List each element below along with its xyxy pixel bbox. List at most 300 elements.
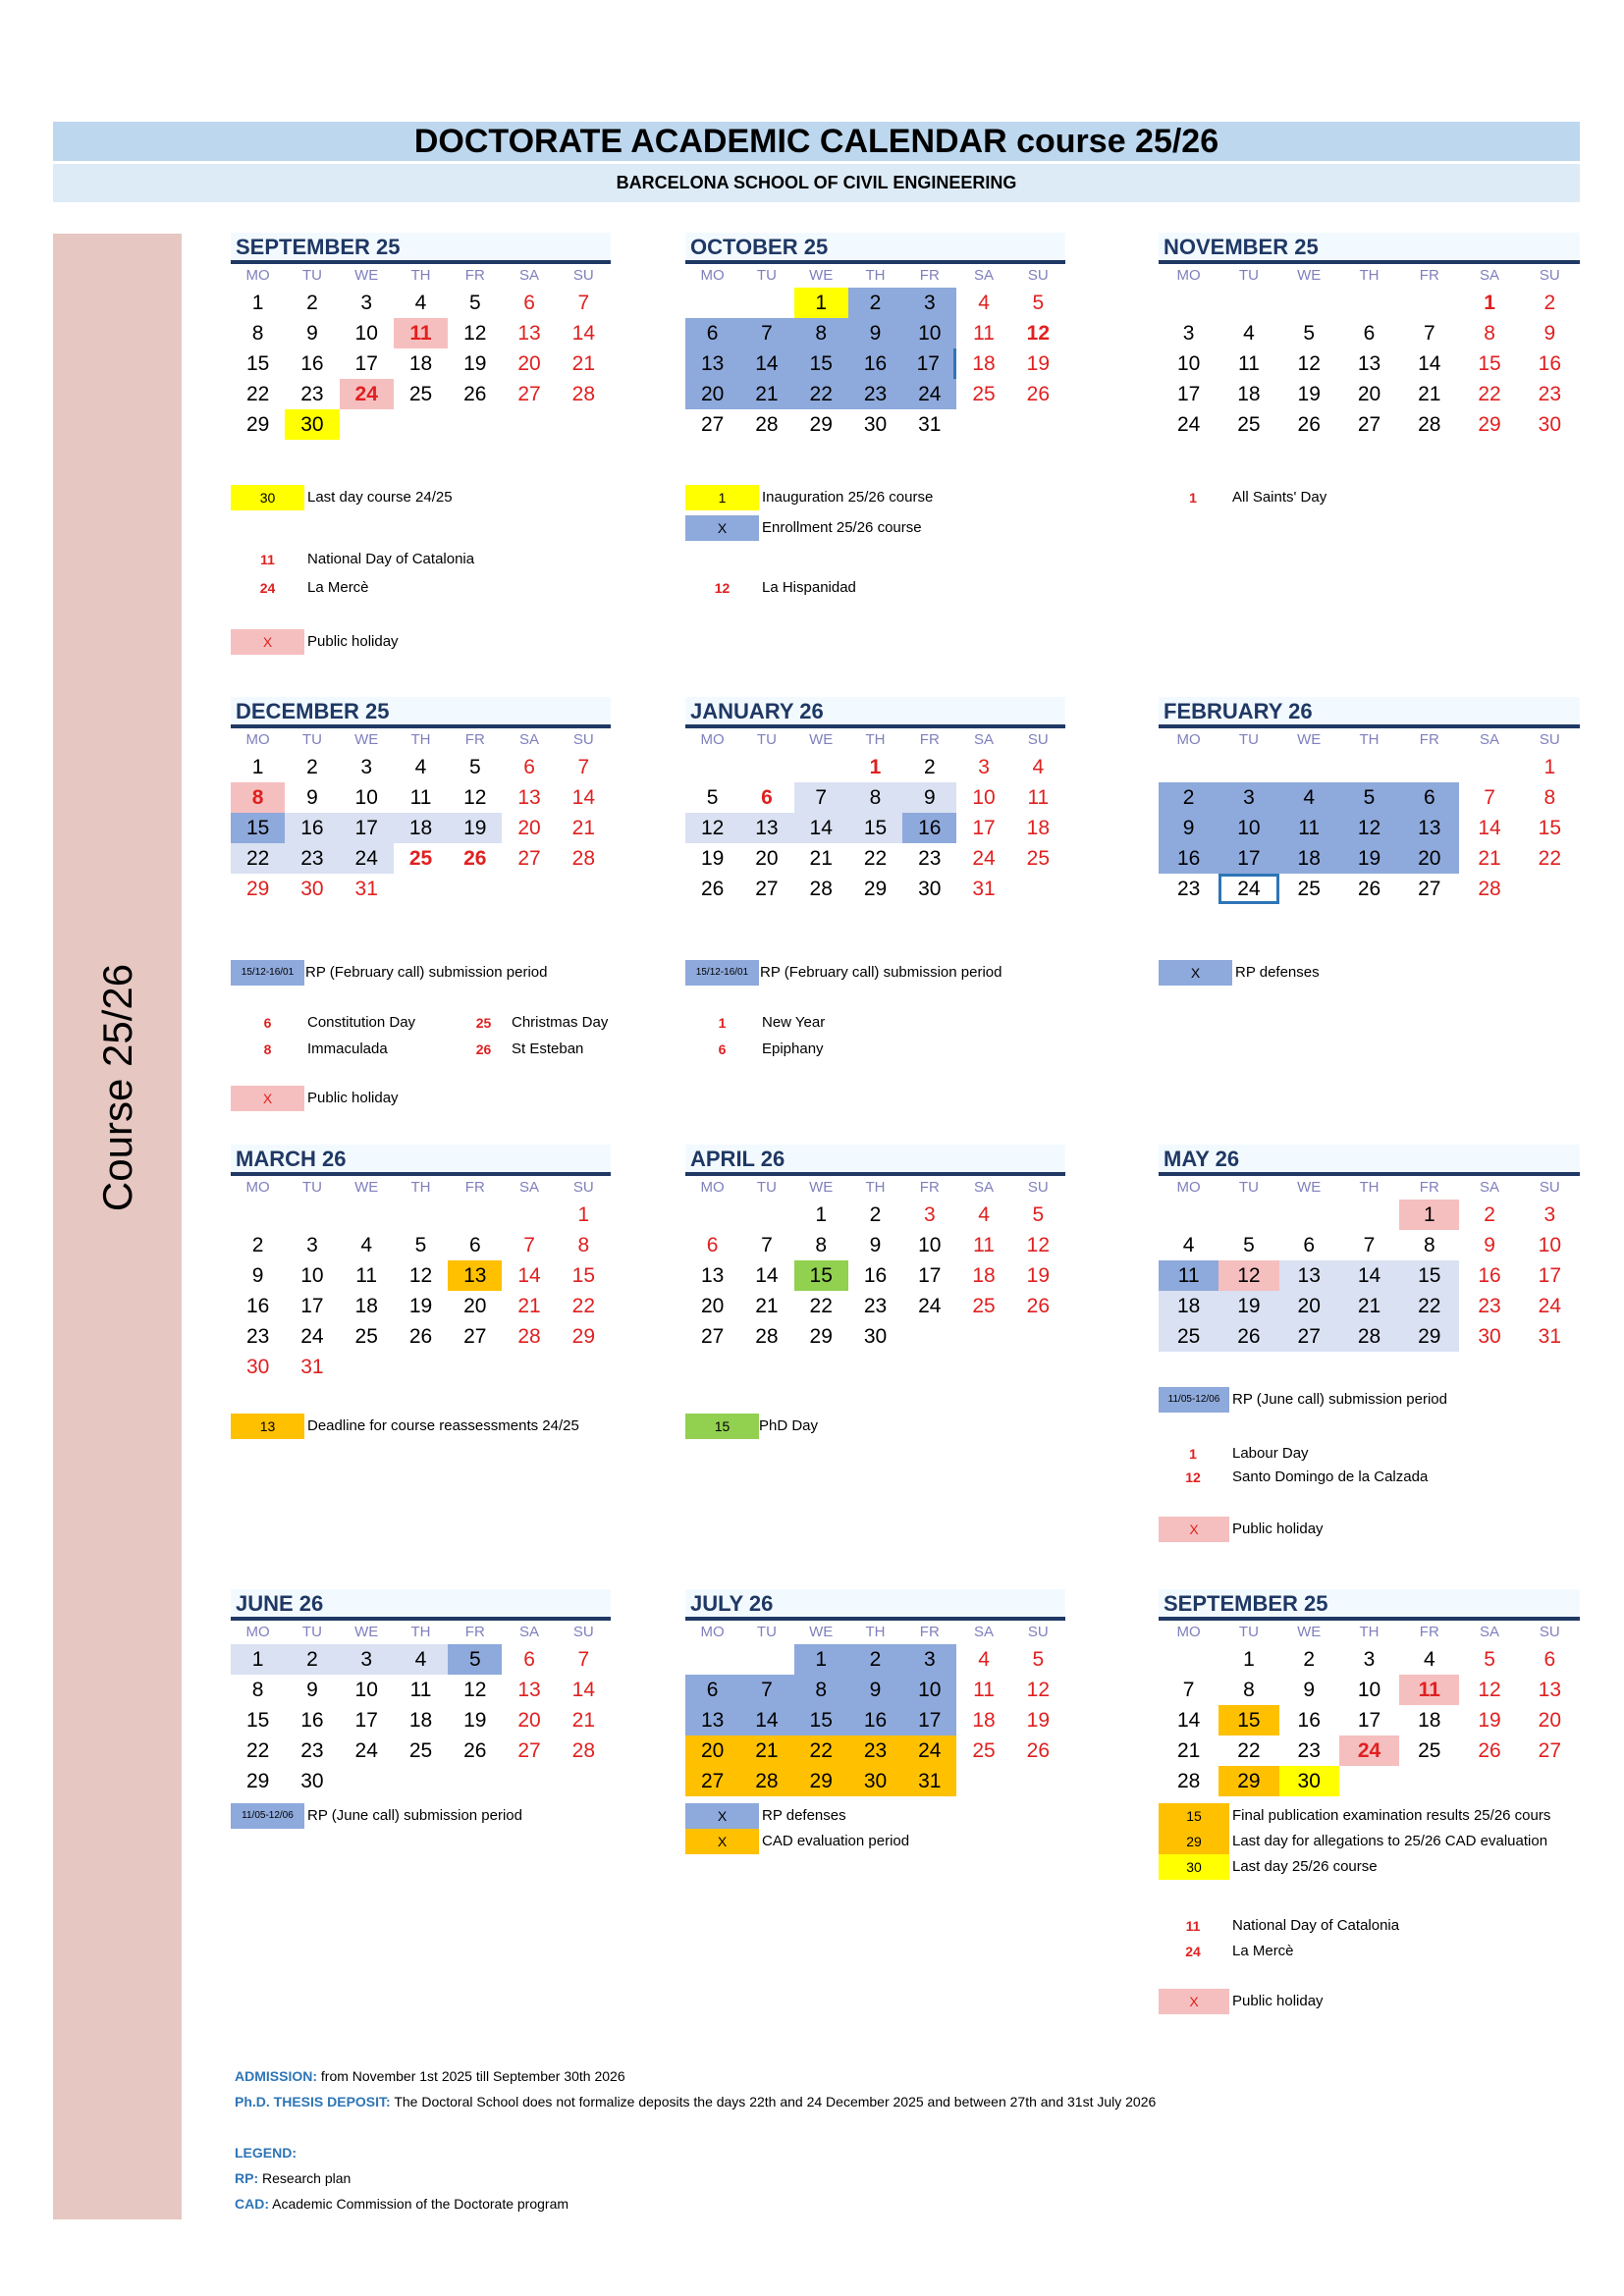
day-cell: 16: [902, 813, 956, 843]
day-cell: 15: [1478, 352, 1501, 375]
day-cell: 16: [863, 1264, 888, 1287]
day-cell: 22: [809, 1295, 833, 1317]
legend-swatch-holiday: X: [231, 629, 304, 655]
day-cell: 3: [902, 288, 956, 318]
holiday-name: Immaculada: [307, 1041, 388, 1057]
day-cell: 4: [414, 756, 427, 778]
day-cell: 26: [1478, 1739, 1501, 1762]
day-cell: 5: [1243, 1234, 1255, 1256]
day-grid: [1159, 1200, 1580, 1352]
legend-text: RP (June call) submission period: [307, 1807, 522, 1824]
legend-swatch-green: 15: [685, 1414, 759, 1439]
weekday-label: SU: [1027, 1624, 1049, 1640]
day-cell: 25: [354, 1325, 378, 1348]
day-grid: [685, 1644, 1065, 1796]
weekday-label: TH: [865, 267, 886, 284]
day-cell: 27: [1418, 878, 1441, 900]
day-cell: 18: [1418, 1709, 1441, 1732]
day-cell: 25: [1026, 847, 1051, 870]
day-cell: 21: [1176, 1739, 1201, 1762]
weekday-label: TH: [1359, 1179, 1380, 1196]
day-cell: 7: [1423, 322, 1435, 345]
day-grid: [685, 288, 1065, 440]
day-cell: 16: [1297, 1709, 1321, 1732]
day-cell: 30: [245, 1356, 270, 1378]
month-september-25: [231, 233, 611, 440]
day-cell: 30: [848, 1766, 902, 1796]
legend-label: LEGEND:: [235, 2145, 297, 2161]
day-cell: 12: [1297, 352, 1321, 375]
weekday-header: [1159, 1176, 1580, 1200]
day-cell: 7: [1182, 1679, 1195, 1701]
month-february-26: [1159, 697, 1580, 904]
thesis-label: Ph.D. THESIS DEPOSIT:: [235, 2094, 391, 2109]
day-cell: 5: [468, 292, 481, 314]
day-cell: 11: [1399, 1675, 1459, 1705]
empty-cell: [685, 1200, 739, 1230]
day-cell: 23: [285, 843, 339, 874]
day-cell: 2: [869, 1203, 882, 1226]
weekday-label: TH: [865, 1179, 886, 1196]
day-cell: 19: [463, 1709, 487, 1732]
day-cell: 21: [1478, 847, 1501, 870]
weekday-label: WE: [809, 267, 834, 284]
day-cell: 18: [972, 1709, 996, 1732]
weekday-label: SU: [572, 1624, 594, 1640]
day-cell: 8: [251, 1679, 264, 1701]
weekday-header: [231, 1621, 611, 1644]
day-cell: 26: [1026, 1739, 1051, 1762]
empty-cell: [340, 1200, 394, 1230]
day-cell: 10: [902, 1675, 956, 1705]
day-cell: 12: [1339, 813, 1399, 843]
holiday-number: 6: [718, 1041, 727, 1057]
legend-text: Last day 25/26 course: [1232, 1858, 1378, 1875]
day-cell: 9: [251, 1264, 264, 1287]
empty-cell: [448, 1200, 502, 1230]
legend-text: PhD Day: [759, 1417, 819, 1434]
day-cell: 21: [571, 817, 596, 839]
day-grid: [1159, 752, 1580, 904]
empty-cell: [231, 1200, 285, 1230]
weekday-label: WE: [1297, 1179, 1322, 1196]
empty-cell: [1218, 1200, 1278, 1230]
legend-swatch-blue: X: [685, 1803, 759, 1829]
day-cell: 16: [848, 348, 902, 379]
weekday-label: SU: [1539, 267, 1560, 284]
day-cell: 2: [285, 1644, 339, 1675]
day-cell: 7: [1484, 786, 1495, 809]
holiday-name: La Mercè: [307, 579, 369, 596]
day-cell: 13: [739, 813, 793, 843]
day-cell: 29: [809, 413, 833, 436]
holiday-number: 26: [475, 1041, 492, 1057]
empty-cell: [739, 752, 793, 782]
course-sidebar-label: Course 25/26: [94, 963, 140, 1212]
day-cell: 13: [685, 1705, 739, 1735]
day-cell: 15: [794, 348, 848, 379]
legend-text: Public holiday: [307, 633, 399, 650]
day-cell: 5: [1032, 1648, 1045, 1671]
day-cell: 20: [517, 352, 541, 375]
admission-label: ADMISSION:: [235, 2068, 317, 2084]
page-subtitle: BARCELONA SCHOOL OF CIVIL ENGINEERING: [53, 164, 1580, 202]
day-cell: 27: [463, 1325, 487, 1348]
day-cell: 15: [794, 1260, 848, 1291]
day-cell: 30: [863, 1325, 888, 1348]
day-grid: [1159, 1644, 1580, 1796]
day-cell: 19: [463, 352, 487, 375]
month-name: MAY 26: [1159, 1145, 1580, 1176]
empty-cell: [739, 1644, 793, 1675]
month-name: MARCH 26: [231, 1145, 611, 1176]
day-cell: 9: [902, 782, 956, 813]
day-cell: 7: [577, 1648, 590, 1671]
day-cell: 14: [1176, 1709, 1201, 1732]
weekday-label: WE: [354, 1624, 379, 1640]
legend-text: RP defenses: [1235, 964, 1320, 981]
day-cell: 25: [1297, 878, 1321, 900]
course-sidebar: [53, 234, 182, 2219]
day-cell: 7: [577, 756, 590, 778]
day-cell: 1: [815, 1203, 828, 1226]
holiday-name: Labour Day: [1232, 1445, 1309, 1462]
weekday-label: FR: [919, 267, 940, 284]
weekday-label: TH: [410, 731, 431, 748]
day-cell: 5: [448, 1644, 502, 1675]
day-cell: 31: [1538, 1325, 1562, 1348]
weekday-label: MO: [700, 731, 725, 748]
day-cell: 2: [1303, 1648, 1316, 1671]
day-cell: 14: [739, 348, 793, 379]
day-cell: 21: [571, 352, 596, 375]
weekday-label: TU: [1238, 731, 1259, 748]
day-cell: 1: [251, 292, 264, 314]
day-cell: 23: [863, 1295, 888, 1317]
day-cell: 18: [394, 813, 448, 843]
legend-text: Final publication examination results 25/26 cours: [1232, 1807, 1551, 1824]
empty-cell: [1218, 288, 1278, 318]
day-cell: 17: [972, 817, 996, 839]
day-cell: 13: [1279, 1260, 1339, 1291]
day-cell: 9: [1543, 322, 1556, 345]
day-cell: 27: [1538, 1739, 1562, 1762]
empty-cell: [1339, 1200, 1399, 1230]
day-cell: 22: [245, 1739, 270, 1762]
day-cell: 31: [972, 878, 996, 900]
day-cell: 11: [973, 1679, 995, 1701]
weekday-label: SA: [1480, 1624, 1500, 1640]
legend-swatch-holiday: X: [1159, 1517, 1229, 1542]
day-cell: 5: [1303, 322, 1316, 345]
day-cell: 23: [300, 1739, 324, 1762]
empty-cell: [1159, 288, 1218, 318]
day-cell: 2: [306, 292, 318, 314]
day-cell: 29: [794, 1766, 848, 1796]
day-cell: 17: [1357, 1709, 1381, 1732]
day-cell: 1: [1543, 756, 1556, 778]
day-cell: 15: [848, 813, 902, 843]
month-november-25: [1159, 233, 1580, 440]
day-cell: 21: [739, 1735, 793, 1766]
holiday-number: 11: [1185, 1918, 1201, 1934]
day-cell: 4: [394, 1644, 448, 1675]
day-cell: 12: [1026, 1679, 1051, 1701]
day-cell: 25: [1418, 1739, 1441, 1762]
day-cell: 10: [902, 318, 956, 348]
day-cell: 7: [739, 1675, 793, 1705]
day-cell: 18: [354, 1295, 378, 1317]
weekday-label: TH: [1359, 267, 1380, 284]
day-cell: 17: [300, 1295, 324, 1317]
day-cell: 27: [517, 847, 541, 870]
day-cell: 17: [1176, 383, 1201, 405]
empty-cell: [1279, 288, 1339, 318]
day-cell: 27: [517, 1739, 541, 1762]
day-cell: 26: [463, 1739, 487, 1762]
month-name: NOVEMBER 25: [1159, 233, 1580, 264]
day-cell: 6: [523, 292, 535, 314]
weekday-label: TU: [756, 1624, 777, 1640]
day-grid: [231, 288, 611, 440]
month-may-26: [1159, 1145, 1580, 1352]
legend-text: Public holiday: [307, 1090, 399, 1106]
day-cell: 1: [1243, 1648, 1255, 1671]
day-cell: 25: [972, 383, 996, 405]
month-name: SEPTEMBER 25: [231, 233, 611, 264]
day-cell: 19: [448, 813, 502, 843]
day-cell: 8: [848, 782, 902, 813]
day-cell: 13: [1538, 1679, 1562, 1701]
weekday-label: SU: [572, 267, 594, 284]
weekday-label: FR: [464, 267, 485, 284]
day-cell: 24: [902, 1735, 956, 1766]
day-cell: 9: [306, 786, 318, 809]
empty-cell: [794, 752, 848, 782]
admission-note: [235, 2067, 625, 2085]
day-cell: 31: [918, 413, 942, 436]
day-cell: 16: [1538, 352, 1562, 375]
weekday-label: SA: [1480, 1179, 1500, 1196]
day-cell: 4: [978, 1648, 990, 1671]
day-cell: 11: [409, 1679, 432, 1701]
day-cell: 22: [571, 1295, 596, 1317]
day-cell: 4: [1032, 756, 1045, 778]
empty-cell: [1339, 752, 1399, 782]
day-cell: 18: [408, 352, 433, 375]
day-cell: 26: [408, 1325, 433, 1348]
weekday-header: [231, 264, 611, 288]
day-cell: 11: [973, 1234, 995, 1256]
day-cell: 20: [463, 1295, 487, 1317]
day-cell: 28: [1478, 878, 1501, 900]
weekday-header: [685, 1176, 1065, 1200]
weekday-label: MO: [1176, 267, 1201, 284]
day-cell: 24: [972, 847, 996, 870]
month-name: APRIL 26: [685, 1145, 1065, 1176]
weekday-label: SU: [1027, 267, 1049, 284]
legend-swatch-orange: 15: [1159, 1803, 1229, 1829]
weekday-label: WE: [809, 731, 834, 748]
day-cell: 14: [1478, 817, 1501, 839]
month-january-26: [685, 697, 1065, 904]
weekday-header: [685, 1621, 1065, 1644]
rp-definition: [235, 2169, 351, 2187]
holiday-name: New Year: [762, 1014, 826, 1031]
day-cell: 24: [918, 1295, 942, 1317]
holiday-number: 8: [263, 1041, 272, 1057]
weekday-label: SA: [1480, 731, 1500, 748]
weekday-label: FR: [1419, 1624, 1439, 1640]
day-cell: 31: [300, 1356, 324, 1378]
day-cell: 16: [848, 1705, 902, 1735]
day-grid: [231, 752, 611, 904]
day-cell: 24: [300, 1325, 324, 1348]
month-december-25: [231, 697, 611, 904]
weekday-label: SU: [572, 731, 594, 748]
day-cell: 9: [869, 1234, 882, 1256]
day-cell: 26: [463, 383, 487, 405]
day-cell: 6: [468, 1234, 481, 1256]
day-cell: 28: [755, 1325, 779, 1348]
weekday-label: FR: [919, 1179, 940, 1196]
day-cell: 7: [523, 1234, 535, 1256]
legend-swatch-blue: 11/05-12/06: [231, 1803, 304, 1829]
day-cell: 7: [1363, 1234, 1376, 1256]
empty-cell: [1279, 752, 1339, 782]
day-cell: 14: [739, 1705, 793, 1735]
weekday-label: FR: [1419, 1179, 1439, 1196]
day-cell: 30: [285, 409, 339, 440]
day-cell: 6: [685, 1675, 739, 1705]
day-cell: 14: [571, 322, 596, 345]
month-april-26: [685, 1145, 1065, 1352]
day-cell: 14: [571, 786, 596, 809]
month-october-25: [685, 233, 1065, 440]
day-cell: 21: [571, 1709, 596, 1732]
holiday-name: Christmas Day: [512, 1014, 609, 1031]
weekday-label: SU: [1027, 1179, 1049, 1196]
weekday-label: WE: [1297, 1624, 1322, 1640]
weekday-label: TH: [410, 267, 431, 284]
weekday-label: FR: [919, 1624, 940, 1640]
month-name: OCTOBER 25: [685, 233, 1065, 264]
day-cell: 26: [700, 878, 725, 900]
month-name: JUNE 26: [231, 1589, 611, 1621]
day-cell: 14: [1339, 1260, 1399, 1291]
holiday-name: National Day of Catalonia: [307, 551, 475, 567]
day-cell: 1: [794, 1644, 848, 1675]
day-cell: 1: [251, 756, 264, 778]
empty-cell: [1279, 1200, 1339, 1230]
day-cell: 28: [1176, 1770, 1201, 1792]
day-cell: 11: [1027, 786, 1050, 809]
weekday-label: SA: [974, 1179, 995, 1196]
weekday-label: TU: [301, 731, 322, 748]
empty-cell: [685, 288, 739, 318]
day-cell: 6: [706, 1234, 719, 1256]
day-cell: 3: [1182, 322, 1195, 345]
day-cell: 29: [245, 413, 270, 436]
legend-text: RP (February call) submission period: [760, 964, 1002, 981]
weekday-label: FR: [464, 731, 485, 748]
day-cell: 16: [1159, 843, 1218, 874]
day-cell: 20: [1279, 1291, 1339, 1321]
day-cell: 16: [285, 813, 339, 843]
weekday-label: WE: [354, 731, 379, 748]
day-cell: 25: [1159, 1321, 1218, 1352]
day-cell: 5: [1032, 292, 1045, 314]
day-cell: 30: [300, 1770, 324, 1792]
day-cell: 11: [1238, 352, 1260, 375]
weekday-label: MO: [1176, 1179, 1201, 1196]
weekday-label: WE: [1297, 731, 1322, 748]
day-cell: 4: [1423, 1648, 1435, 1671]
weekday-label: SA: [1480, 267, 1500, 284]
day-cell: 15: [794, 1705, 848, 1735]
day-cell: 25: [972, 1739, 996, 1762]
day-cell: 4: [978, 1203, 990, 1226]
holiday-name: Epiphany: [762, 1041, 824, 1057]
legend-text: CAD evaluation period: [762, 1833, 910, 1849]
day-cell: 16: [300, 1709, 324, 1732]
empty-cell: [1399, 288, 1459, 318]
day-cell: 3: [1218, 782, 1278, 813]
day-cell: 15: [245, 352, 270, 375]
weekday-label: MO: [700, 1624, 725, 1640]
day-cell: 10: [1357, 1679, 1381, 1701]
holiday-number: 24: [1185, 1944, 1201, 1959]
day-cell: 14: [755, 1264, 779, 1287]
day-cell: 26: [463, 847, 487, 870]
day-cell: 13: [517, 322, 541, 345]
day-cell: 29: [863, 878, 888, 900]
day-cell: 11: [1279, 813, 1339, 843]
holiday-number: 1: [1189, 1446, 1197, 1462]
day-cell: 19: [1218, 1291, 1278, 1321]
rp-text: Research plan: [258, 2170, 352, 2186]
day-cell: 3: [978, 756, 990, 778]
day-cell: 25: [408, 847, 433, 870]
day-cell: 28: [571, 847, 596, 870]
day-cell: 29: [809, 1325, 833, 1348]
weekday-label: TU: [756, 731, 777, 748]
weekday-label: SU: [572, 1179, 594, 1196]
weekday-label: SA: [519, 1624, 540, 1640]
weekday-label: TU: [1238, 267, 1259, 284]
holiday-number: 11: [260, 552, 275, 567]
day-cell: 25: [1237, 413, 1261, 436]
day-cell: 5: [1032, 1203, 1045, 1226]
weekday-label: TU: [756, 267, 777, 284]
day-cell: 8: [794, 318, 848, 348]
weekday-label: TU: [1238, 1624, 1259, 1640]
day-cell: 8: [1243, 1679, 1255, 1701]
weekday-label: FR: [1419, 267, 1439, 284]
day-cell: 19: [1297, 383, 1321, 405]
day-cell: 8: [251, 322, 264, 345]
day-cell: 17: [918, 1264, 942, 1287]
day-cell: 20: [1399, 843, 1459, 874]
day-cell: 13: [700, 1264, 725, 1287]
day-cell: 29: [1478, 413, 1501, 436]
day-cell: 6: [685, 318, 739, 348]
legend-swatch-blue: 11/05-12/06: [1159, 1387, 1229, 1413]
empty-cell: [502, 1200, 556, 1230]
legend-swatch-blue: 15/12-16/01: [231, 960, 304, 986]
legend-text: Public holiday: [1232, 1521, 1324, 1537]
day-cell: 1: [794, 288, 848, 318]
